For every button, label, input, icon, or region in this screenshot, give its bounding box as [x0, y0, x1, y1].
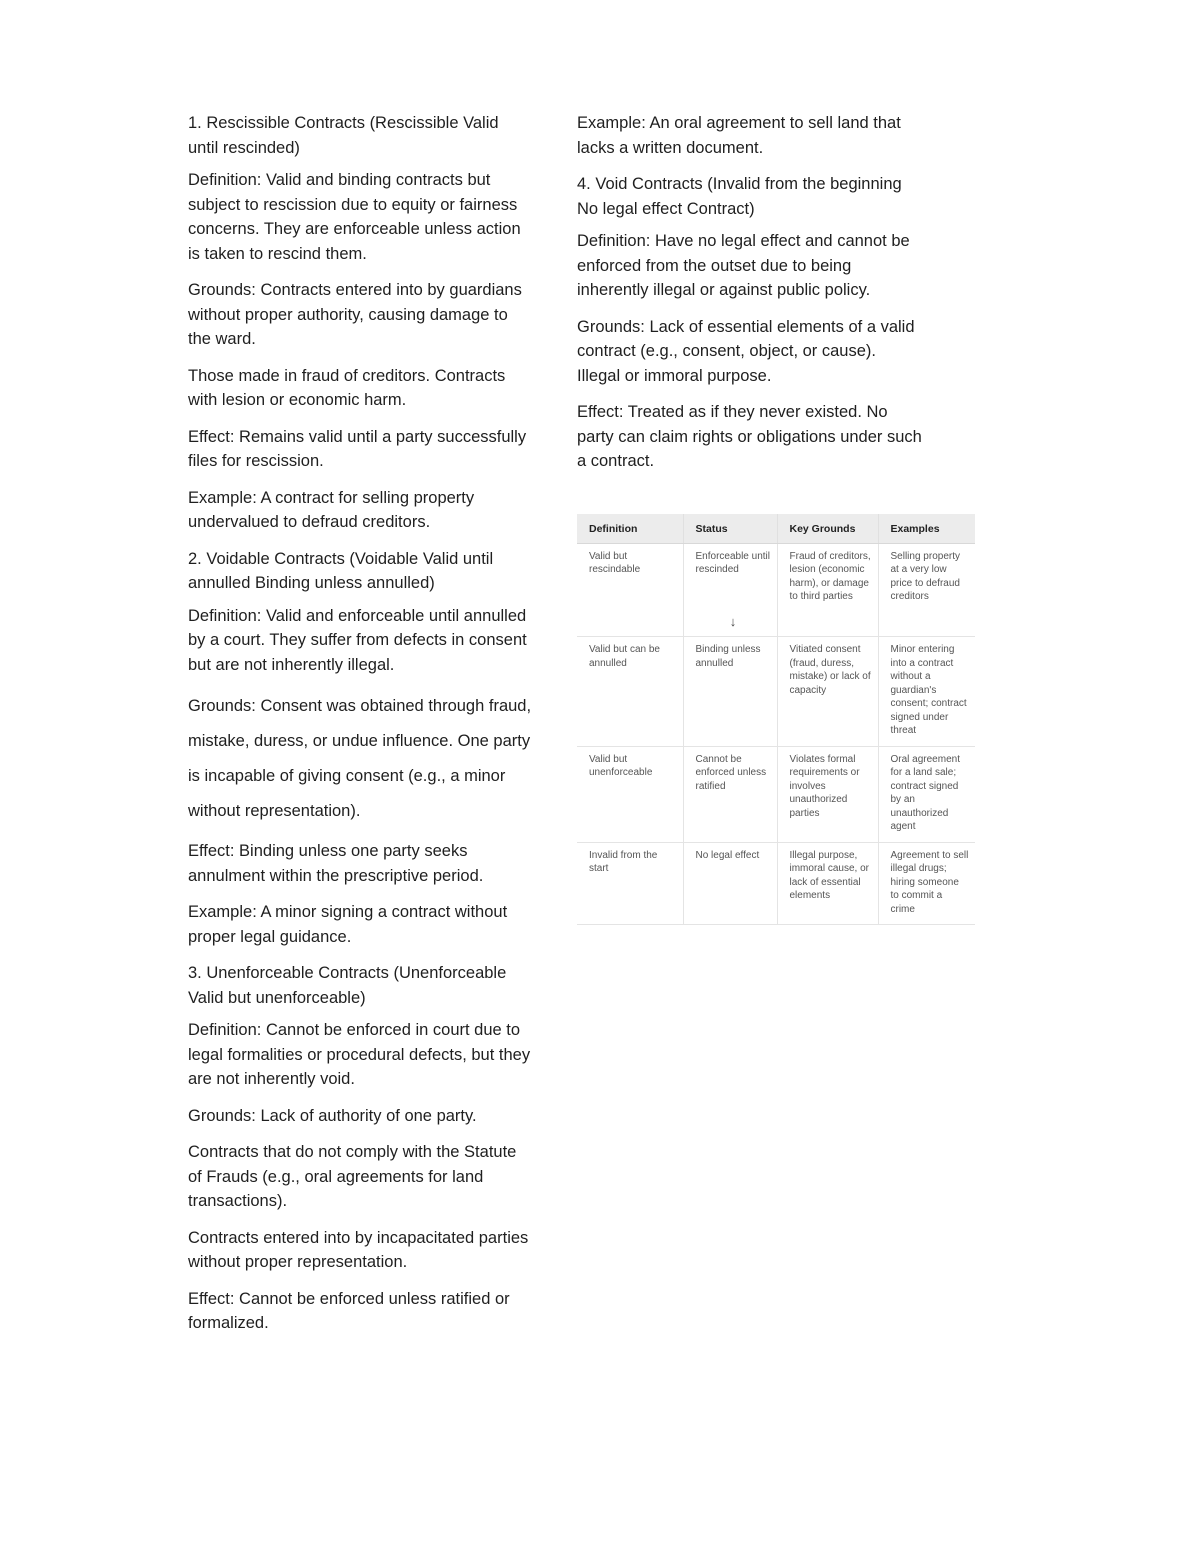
- paragraph: Contracts that do not comply with the Statute of Frauds (e.g., oral agreements for land transactions).: [188, 1143, 517, 1210]
- table-cell-text: Enforceable until rescinded: [695, 550, 770, 575]
- paragraph: Grounds: Lack of authority of one party.: [188, 1106, 477, 1125]
- paragraph: Definition: Valid and enforceable until annulled by a court. They suffer from defects in consent but are not inherently illegal.: [188, 606, 527, 674]
- table-cell: Binding unless annulled: [683, 637, 777, 747]
- paragraph: Definition: Valid and binding contracts but subject to rescission due to equity or fairness concerns. They are enforceable unless action is taken to rescind them.: [188, 171, 521, 263]
- paragraph: Grounds: Contracts entered into by guardians without proper authority, causing damage to the ward.: [188, 281, 522, 348]
- paragraph: Example: An oral agreement to sell land that lacks a written document.: [577, 114, 901, 157]
- right-column: [577, 111, 922, 486]
- table-cell: Invalid from the start: [577, 842, 683, 925]
- table-cell: Fraud of creditors, lesion (economic harm), or damage to third parties: [777, 543, 878, 637]
- paragraph: Grounds: Lack of essential elements of a valid contract (e.g., consent, object, or cause). Illegal or immoral purpose.: [577, 317, 915, 385]
- heading-voidable: 2. Voidable Contracts (Voidable Valid until annulled Binding unless annulled): [188, 549, 494, 592]
- paragraph: Definition: Have no legal effect and cannot be enforced from the outset due to being inherently illegal or against public policy.: [577, 232, 910, 299]
- heading-void: 4. Void Contracts (Invalid from the beginning No legal effect Contract): [577, 175, 902, 218]
- arrow-down-icon[interactable]: ↓: [729, 613, 737, 629]
- table-row: [577, 637, 975, 747]
- paragraph: Effect: Treated as if they never existed. No party can claim rights or obligations under such a contract.: [577, 403, 922, 470]
- table-cell: Valid but rescindable: [577, 543, 683, 637]
- table-cell: Selling property at a very low price to defraud creditors: [878, 543, 975, 637]
- table-row: [577, 746, 975, 842]
- table-cell: Illegal purpose, immoral cause, or lack of essential elements: [777, 842, 878, 925]
- paragraph: Effect: Cannot be enforced unless ratified or formalized.: [188, 1289, 510, 1332]
- paragraph: Definition: Cannot be enforced in court due to legal formalities or procedural defects, but they are not inherently void.: [188, 1021, 531, 1088]
- heading-rescissible: 1. Rescissible Contracts (Rescissible Valid until rescinded): [188, 114, 499, 157]
- table-cell: Valid but unenforceable: [577, 746, 683, 842]
- header-examples: Examples: [878, 514, 975, 543]
- paragraph: Those made in fraud of creditors. Contracts with lesion or economic harm.: [188, 366, 506, 409]
- header-key-grounds: Key Grounds: [777, 514, 878, 543]
- paragraph: Grounds: Consent was obtained through fraud, mistake, duress, or undue influence. One party is incapable of giving consent (e.g., a minor without representation).: [188, 697, 532, 820]
- table-cell-with-arrow: [683, 543, 777, 637]
- header-definition: Definition: [577, 514, 683, 543]
- table-cell: No legal effect: [683, 842, 777, 925]
- table-cell: Oral agreement for a land sale; contract signed by an unauthorized agent: [878, 746, 975, 842]
- table-cell: Vitiated consent (fraud, duress, mistake) or lack of capacity: [777, 637, 878, 747]
- paragraph: Effect: Binding unless one party seeks annulment within the prescriptive period.: [188, 842, 484, 885]
- contract-types-table: [577, 514, 975, 925]
- paragraph: Contracts entered into by incapacitated parties without proper representation.: [188, 1228, 529, 1271]
- table-cell: Agreement to sell illegal drugs; hiring someone to commit a crime: [878, 842, 975, 925]
- paragraph: Example: A contract for selling property undervalued to defraud creditors.: [188, 488, 475, 531]
- table-cell: Cannot be enforced unless ratified: [683, 746, 777, 842]
- table-row: [577, 842, 975, 925]
- header-status: Status: [683, 514, 777, 543]
- table-header-row: [577, 514, 975, 543]
- heading-unenforceable: 3. Unenforceable Contracts (Unenforceable Valid but unenforceable): [188, 964, 507, 1007]
- table-cell: Violates formal requirements or involves unauthorized parties: [777, 746, 878, 842]
- left-column: [188, 111, 533, 1348]
- table-row: [577, 543, 975, 637]
- table-cell: Valid but can be annulled: [577, 637, 683, 747]
- table-cell: Minor entering into a contract without a guardian's consent; contract signed under threat: [878, 637, 975, 747]
- paragraph: Effect: Remains valid until a party successfully files for rescission.: [188, 427, 527, 470]
- paragraph: Example: A minor signing a contract without proper legal guidance.: [188, 903, 508, 946]
